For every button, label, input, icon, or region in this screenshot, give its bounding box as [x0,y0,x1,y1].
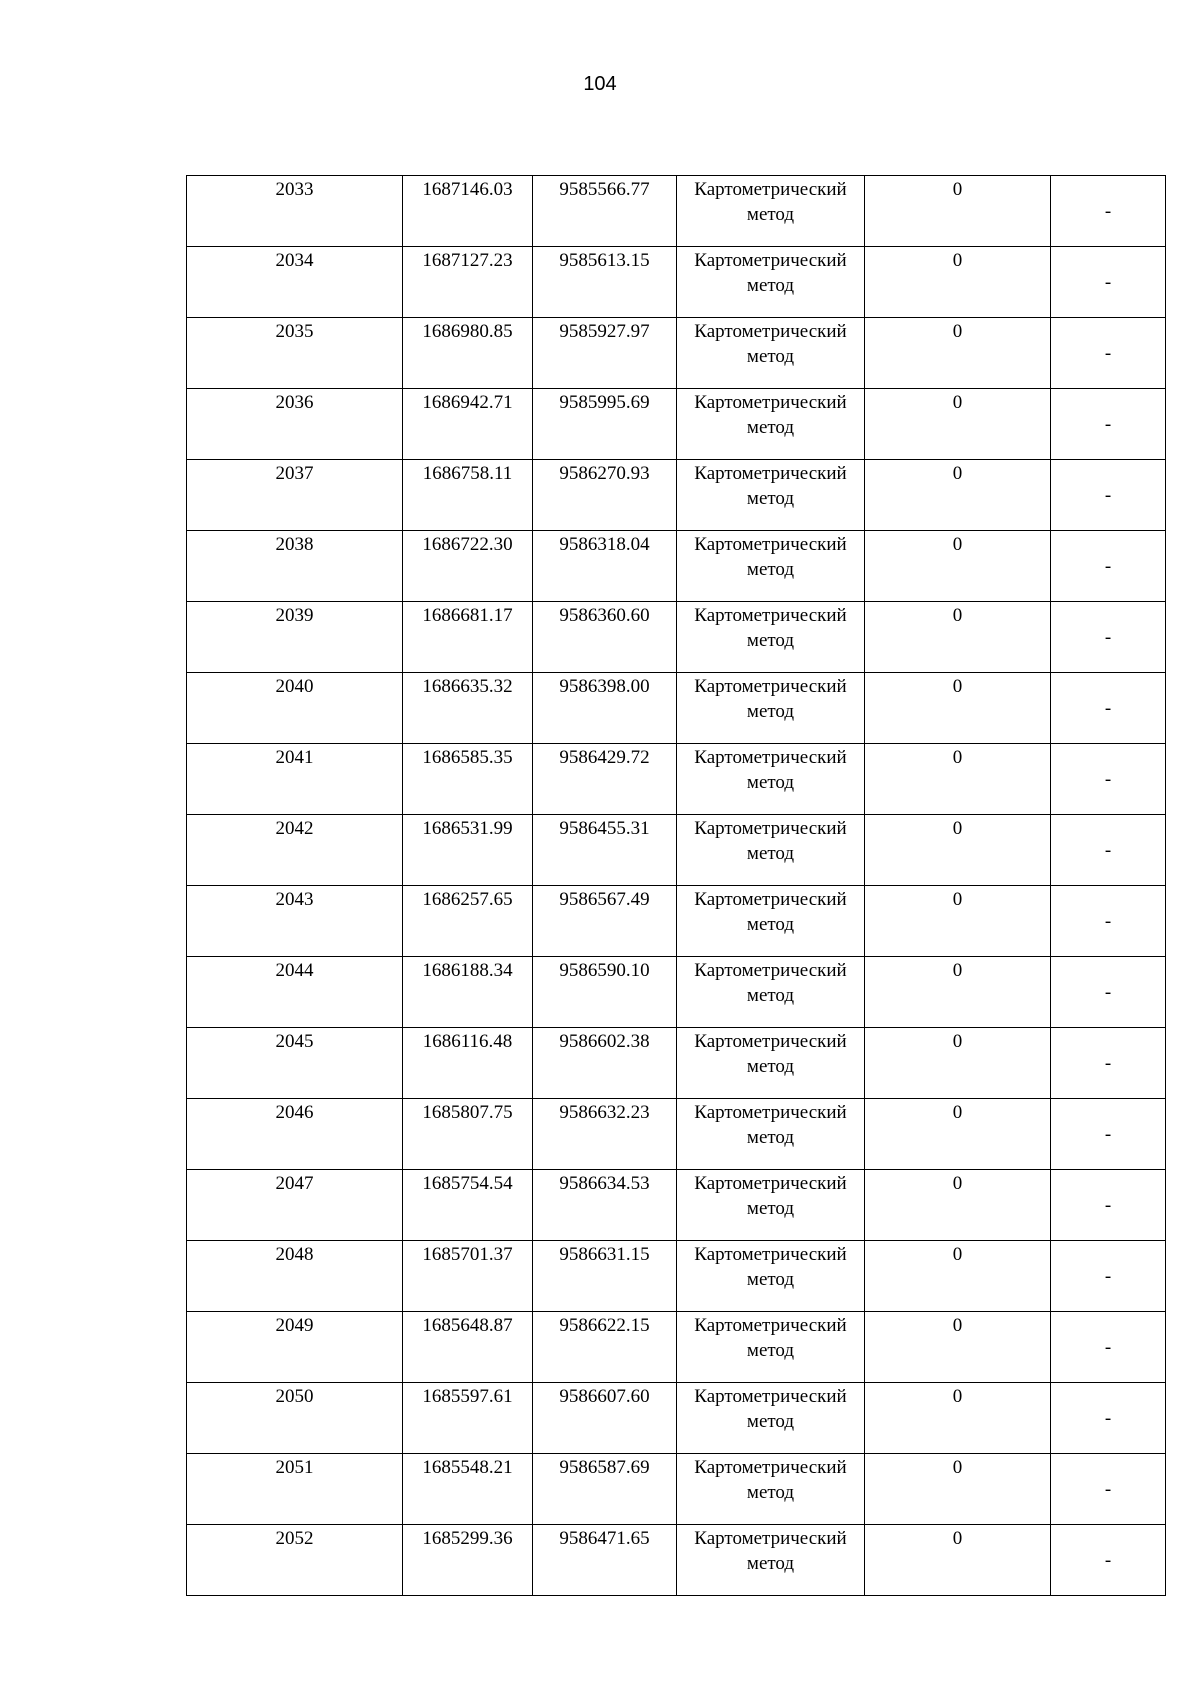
accuracy-cell [865,957,1051,1028]
note-cell [1051,1170,1166,1241]
point-number-cell [187,1312,403,1383]
point-number-value: 2045 [275,1031,314,1052]
y-coordinate-value: 9586318.04 [559,534,650,555]
y-coordinate-value: 9585566.77 [559,179,650,200]
method-cell [677,531,865,602]
point-number-value: 2047 [275,1173,314,1194]
note-value: - [1104,1052,1112,1074]
point-number-value: 2050 [275,1386,314,1407]
y-coordinate-cell [533,1383,677,1454]
accuracy-value: 0 [952,1173,963,1194]
note-value: - [1104,626,1112,648]
y-coordinate-cell [533,247,677,318]
accuracy-cell [865,886,1051,957]
accuracy-cell [865,1241,1051,1312]
note-cell [1051,318,1166,389]
method-value: Картометрический метод [694,1102,847,1148]
table-row [187,247,1166,318]
method-cell [677,673,865,744]
x-coordinate-cell [403,1312,533,1383]
y-coordinate-cell [533,176,677,247]
note-cell [1051,176,1166,247]
accuracy-cell [865,1525,1051,1596]
table-row [187,957,1166,1028]
accuracy-cell [865,1454,1051,1525]
y-coordinate-value: 9585927.97 [559,321,650,342]
y-coordinate-value: 9586455.31 [559,818,650,839]
note-cell [1051,1383,1166,1454]
x-coordinate-value: 1685807.75 [422,1102,513,1123]
point-number-value: 2048 [275,1244,314,1265]
page-number: 104 [583,73,617,95]
note-value: - [1104,1549,1112,1571]
x-coordinate-cell [403,1241,533,1312]
method-cell [677,744,865,815]
note-value: - [1104,839,1112,861]
x-coordinate-cell [403,176,533,247]
note-cell [1051,1525,1166,1596]
point-number-value: 2038 [275,534,314,555]
x-coordinate-value: 1686722.30 [422,534,513,555]
point-number-value: 2039 [275,605,314,626]
x-coordinate-value: 1685648.87 [422,1315,513,1336]
x-coordinate-cell [403,318,533,389]
method-cell [677,886,865,957]
accuracy-value: 0 [952,1386,963,1407]
point-number-cell [187,957,403,1028]
method-value: Картометрический метод [694,1173,847,1219]
accuracy-value: 0 [952,1457,963,1478]
accuracy-value: 0 [952,1031,963,1052]
accuracy-cell [865,673,1051,744]
note-cell [1051,460,1166,531]
y-coordinate-cell [533,389,677,460]
y-coordinate-cell [533,886,677,957]
accuracy-cell [865,389,1051,460]
y-coordinate-cell [533,1454,677,1525]
method-value: Картометрический метод [694,747,847,793]
accuracy-cell [865,531,1051,602]
y-coordinate-value: 9586587.69 [559,1457,650,1478]
point-number-cell [187,1383,403,1454]
note-value: - [1104,342,1112,364]
accuracy-value: 0 [952,392,963,413]
point-number-cell [187,389,403,460]
point-number-cell [187,318,403,389]
note-value: - [1104,413,1112,435]
x-coordinate-cell [403,815,533,886]
y-coordinate-value: 9586471.65 [559,1528,650,1549]
y-coordinate-value: 9586634.53 [559,1173,650,1194]
point-number-value: 2034 [275,250,314,271]
x-coordinate-value: 1686758.11 [422,463,513,484]
x-coordinate-cell [403,1099,533,1170]
note-value: - [1104,910,1112,932]
point-number-cell [187,1170,403,1241]
method-value: Картометрический метод [694,960,847,1006]
accuracy-value: 0 [952,179,963,200]
note-cell [1051,957,1166,1028]
note-cell [1051,1454,1166,1525]
accuracy-cell [865,318,1051,389]
accuracy-value: 0 [952,463,963,484]
method-value: Картометрический метод [694,605,847,651]
table-row [187,1170,1166,1241]
point-number-cell [187,1454,403,1525]
method-cell [677,1383,865,1454]
method-value: Картометрический метод [694,179,847,225]
x-coordinate-value: 1685754.54 [422,1173,513,1194]
x-coordinate-cell [403,1028,533,1099]
method-value: Картометрический метод [694,250,847,296]
method-value: Картометрический метод [694,392,847,438]
method-cell [677,176,865,247]
table-row [187,389,1166,460]
note-cell [1051,815,1166,886]
note-cell [1051,744,1166,815]
accuracy-value: 0 [952,1102,963,1123]
note-value: - [1104,1265,1112,1287]
accuracy-value: 0 [952,960,963,981]
point-number-value: 2044 [275,960,314,981]
y-coordinate-cell [533,1241,677,1312]
method-cell [677,1099,865,1170]
x-coordinate-value: 1686635.32 [422,676,513,697]
note-cell [1051,886,1166,957]
note-cell [1051,1312,1166,1383]
note-value: - [1104,1123,1112,1145]
x-coordinate-value: 1686681.17 [422,605,513,626]
accuracy-cell [865,744,1051,815]
x-coordinate-cell [403,247,533,318]
table-row [187,815,1166,886]
y-coordinate-cell [533,957,677,1028]
x-coordinate-value: 1686585.35 [422,747,513,768]
accuracy-cell [865,460,1051,531]
y-coordinate-value: 9586622.15 [559,1315,650,1336]
x-coordinate-value: 1686980.85 [422,321,513,342]
accuracy-cell [865,1099,1051,1170]
table-row [187,318,1166,389]
x-coordinate-cell [403,1383,533,1454]
method-cell [677,602,865,673]
method-cell [677,389,865,460]
note-value: - [1104,1194,1112,1216]
y-coordinate-cell [533,673,677,744]
method-cell [677,1028,865,1099]
y-coordinate-cell [533,602,677,673]
method-value: Картометрический метод [694,818,847,864]
x-coordinate-cell [403,389,533,460]
y-coordinate-value: 9586631.15 [559,1244,650,1265]
method-value: Картометрический метод [694,889,847,935]
coordinates-table [186,175,1166,1596]
point-number-value: 2046 [275,1102,314,1123]
accuracy-value: 0 [952,1244,963,1265]
method-value: Картометрический метод [694,534,847,580]
method-value: Картометрический метод [694,1031,847,1077]
method-value: Картометрический метод [694,1528,847,1574]
y-coordinate-value: 9586632.23 [559,1102,650,1123]
method-cell [677,1241,865,1312]
method-value: Картометрический метод [694,1457,847,1503]
note-cell [1051,673,1166,744]
point-number-value: 2040 [275,676,314,697]
table-row [187,1383,1166,1454]
x-coordinate-value: 1686531.99 [422,818,513,839]
x-coordinate-value: 1686116.48 [422,1031,513,1052]
note-value: - [1104,697,1112,719]
note-value: - [1104,484,1112,506]
accuracy-cell [865,176,1051,247]
x-coordinate-cell [403,460,533,531]
method-value: Картометрический метод [694,1386,847,1432]
x-coordinate-value: 1686188.34 [422,960,513,981]
point-number-value: 2033 [275,179,314,200]
point-number-cell [187,1241,403,1312]
note-cell [1051,531,1166,602]
x-coordinate-cell [403,886,533,957]
method-cell [677,815,865,886]
note-cell [1051,247,1166,318]
point-number-cell [187,744,403,815]
point-number-cell [187,1099,403,1170]
table-row [187,1028,1166,1099]
point-number-value: 2052 [275,1528,314,1549]
table-row [187,886,1166,957]
accuracy-value: 0 [952,747,963,768]
note-value: - [1104,768,1112,790]
method-cell [677,1454,865,1525]
y-coordinate-cell [533,1312,677,1383]
point-number-value: 2037 [275,463,314,484]
y-coordinate-value: 9586590.10 [559,960,650,981]
point-number-cell [187,602,403,673]
x-coordinate-value: 1685597.61 [422,1386,513,1407]
y-coordinate-cell [533,460,677,531]
x-coordinate-cell [403,1454,533,1525]
note-value: - [1104,200,1112,222]
accuracy-value: 0 [952,1315,963,1336]
table-row [187,1312,1166,1383]
accuracy-cell [865,815,1051,886]
table-row [187,176,1166,247]
x-coordinate-cell [403,744,533,815]
x-coordinate-cell [403,1525,533,1596]
table-row [187,744,1166,815]
accuracy-cell [865,602,1051,673]
x-coordinate-cell [403,1170,533,1241]
x-coordinate-value: 1686257.65 [422,889,513,910]
point-number-cell [187,531,403,602]
note-value: - [1104,555,1112,577]
x-coordinate-cell [403,957,533,1028]
accuracy-cell [865,1170,1051,1241]
accuracy-cell [865,1312,1051,1383]
method-value: Картометрический метод [694,676,847,722]
point-number-cell [187,176,403,247]
y-coordinate-value: 9586602.38 [559,1031,650,1052]
table-row [187,1454,1166,1525]
point-number-value: 2043 [275,889,314,910]
accuracy-value: 0 [952,534,963,555]
point-number-cell [187,886,403,957]
point-number-cell [187,673,403,744]
point-number-value: 2035 [275,321,314,342]
method-value: Картометрический метод [694,321,847,367]
point-number-value: 2041 [275,747,314,768]
y-coordinate-cell [533,1028,677,1099]
method-cell [677,318,865,389]
method-value: Картометрический метод [694,1244,847,1290]
y-coordinate-cell [533,1525,677,1596]
table-row [187,602,1166,673]
accuracy-cell [865,1028,1051,1099]
y-coordinate-cell [533,815,677,886]
accuracy-value: 0 [952,818,963,839]
table-row [187,1525,1166,1596]
x-coordinate-cell [403,531,533,602]
y-coordinate-value: 9586398.00 [559,676,650,697]
note-cell [1051,389,1166,460]
note-cell [1051,1099,1166,1170]
table-body [187,176,1166,1596]
accuracy-value: 0 [952,1528,963,1549]
note-value: - [1104,271,1112,293]
point-number-cell [187,815,403,886]
note-value: - [1104,981,1112,1003]
accuracy-value: 0 [952,605,963,626]
method-cell [677,460,865,531]
x-coordinate-cell [403,673,533,744]
point-number-cell [187,1525,403,1596]
method-cell [677,1525,865,1596]
y-coordinate-cell [533,531,677,602]
note-cell [1051,602,1166,673]
note-value: - [1104,1336,1112,1358]
table-row [187,673,1166,744]
y-coordinate-cell [533,318,677,389]
method-cell [677,957,865,1028]
y-coordinate-value: 9586429.72 [559,747,650,768]
x-coordinate-value: 1685548.21 [422,1457,513,1478]
table-row [187,531,1166,602]
table-row [187,1241,1166,1312]
point-number-cell [187,247,403,318]
note-cell [1051,1028,1166,1099]
method-cell [677,1170,865,1241]
x-coordinate-cell [403,602,533,673]
y-coordinate-value: 9585995.69 [559,392,650,413]
accuracy-value: 0 [952,250,963,271]
table-row [187,1099,1166,1170]
y-coordinate-cell [533,744,677,815]
note-cell [1051,1241,1166,1312]
table-row [187,460,1166,531]
accuracy-cell [865,247,1051,318]
accuracy-value: 0 [952,889,963,910]
y-coordinate-value: 9586270.93 [559,463,650,484]
y-coordinate-value: 9586360.60 [559,605,650,626]
point-number-value: 2042 [275,818,314,839]
y-coordinate-value: 9586567.49 [559,889,650,910]
point-number-cell [187,460,403,531]
y-coordinate-value: 9585613.15 [559,250,650,271]
x-coordinate-value: 1687146.03 [422,179,513,200]
y-coordinate-value: 9586607.60 [559,1386,650,1407]
point-number-value: 2051 [275,1457,314,1478]
method-cell [677,247,865,318]
x-coordinate-value: 1686942.71 [422,392,513,413]
x-coordinate-value: 1685299.36 [422,1528,513,1549]
note-value: - [1104,1478,1112,1500]
accuracy-value: 0 [952,321,963,342]
y-coordinate-cell [533,1099,677,1170]
note-value: - [1104,1407,1112,1429]
point-number-value: 2049 [275,1315,314,1336]
method-cell [677,1312,865,1383]
y-coordinate-cell [533,1170,677,1241]
point-number-value: 2036 [275,392,314,413]
x-coordinate-value: 1687127.23 [422,250,513,271]
method-value: Картометрический метод [694,463,847,509]
accuracy-cell [865,1383,1051,1454]
method-value: Картометрический метод [694,1315,847,1361]
accuracy-value: 0 [952,676,963,697]
x-coordinate-value: 1685701.37 [422,1244,513,1265]
point-number-cell [187,1028,403,1099]
